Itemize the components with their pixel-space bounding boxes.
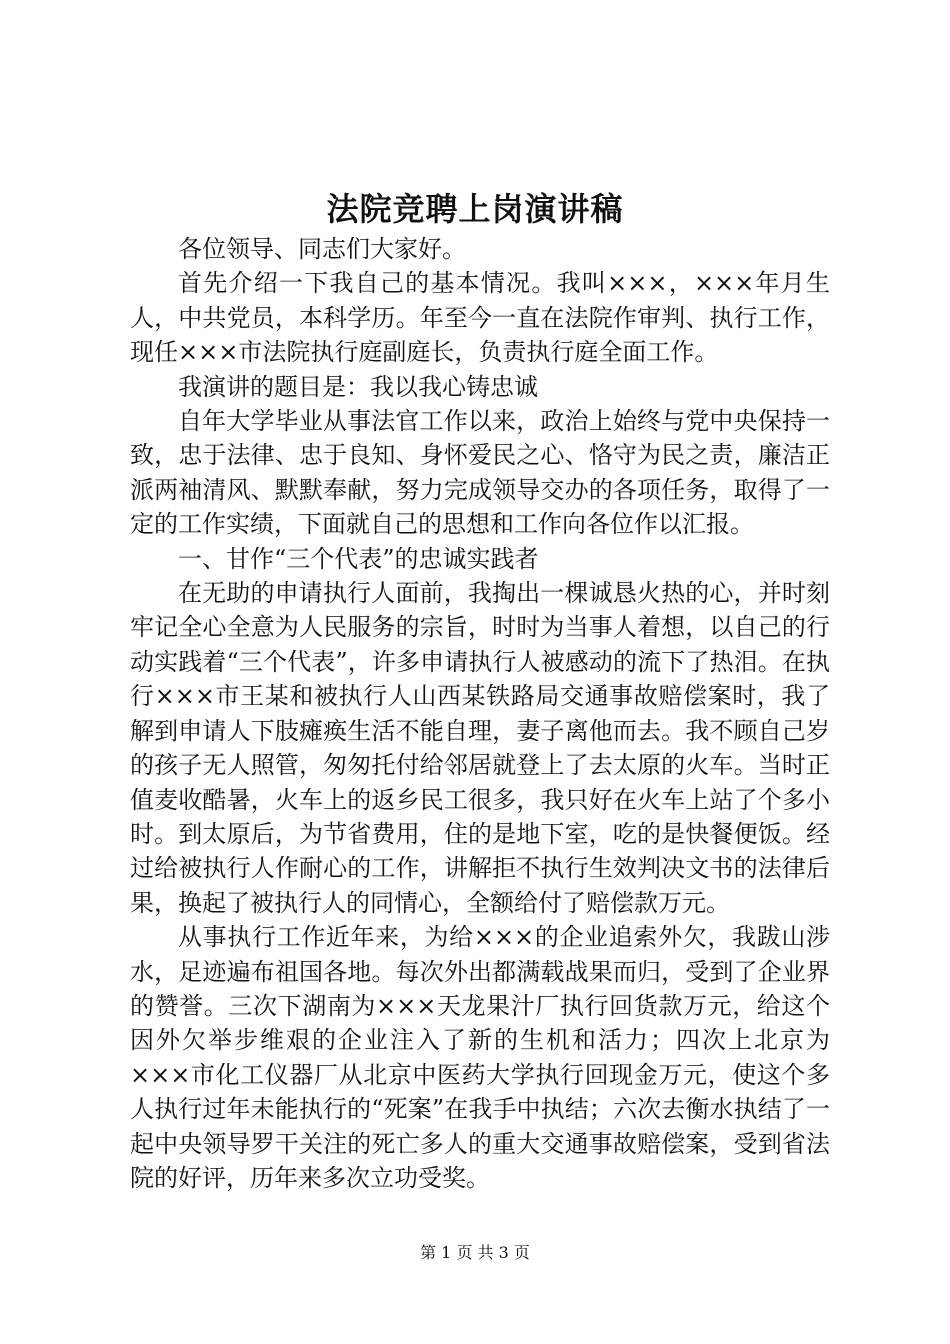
paragraph-greeting: 各位领导、同志们大家好。 xyxy=(178,235,466,263)
paragraph-enforcement-work: 从事执行工作近年来，为给×××的企业追索外欠，我跋山涉水，足迹遍布祖国各地。每次外出都满载战果而归，受到了企业界的赞誉。三次下湖南为×××天龙果汁厂执行回货款万元，给这个因外欠举步维艰的企业注入了新的生机和活力；四次上北京为×××市化工仪器厂从北京中医药大学执行回现金万元，使这个多人执行过年未能执行的“死案”在我手中执结；六次去衡水执结了一起中央领导罗干关注的死亡多人的重大交通事故赔偿案，受到省法院的好评，历年来多次立功受奖。 xyxy=(130,923,830,1192)
page-number-footer: 第 1 页 共 3 页 xyxy=(420,1243,530,1262)
paragraph-career-summary: 自年大学毕业从事法官工作以来，政治上始终与党中央保持一致，忠于法律、忠于良知、身怀爱民之心、恪守为民之责，廉洁正派两袖清风、默默奉献，努力完成领导交办的各项任务，取得了一定的工作实绩，下面就自己的思想和工作向各位作以汇报。 xyxy=(130,407,830,539)
paragraph-case-example: 在无助的申请执行人面前，我掏出一棵诚恳火热的心，并时刻牢记全心全意为人民服务的宗旨，时时为当事人着想，以自己的行动实践着“三个代表”，许多申请执行人被感动的流下了热泪。在执行×××市王某和被执行人山西某铁路局交通事故赔偿案时，我了解到申请人下肢瘫痪生活不能自理，妻子离他而去。我不顾自己岁的孩子无人照管，匆匆托付给邻居就登上了去太原的火车。当时正值麦收酷暑，火车上的返乡民工很多，我只好在火车上站了个多小时。到太原后，为节省费用，住的是地下室，吃的是快餐便饭。经过给被执行人作耐心的工作，讲解拒不执行生效判决文书的法律后果，换起了被执行人的同情心，全额给付了赔偿款万元。 xyxy=(130,579,830,917)
paragraph-speech-topic: 我演讲的题目是：我以我心铸忠诚 xyxy=(178,372,538,401)
paragraph-introduction: 首先介绍一下我自己的基本情况。我叫×××，×××年月生人，中共党员，本科学历。年至今一直在法院作审判、执行工作，现任×××市法院执行庭副庭长，负责执行庭全面工作。 xyxy=(130,269,830,367)
document-body xyxy=(130,232,830,1195)
document-title: 法院竞聘上岗演讲稿 xyxy=(326,190,624,228)
section-heading-one: 一、甘作“三个代表”的忠诚实践者 xyxy=(178,544,539,573)
